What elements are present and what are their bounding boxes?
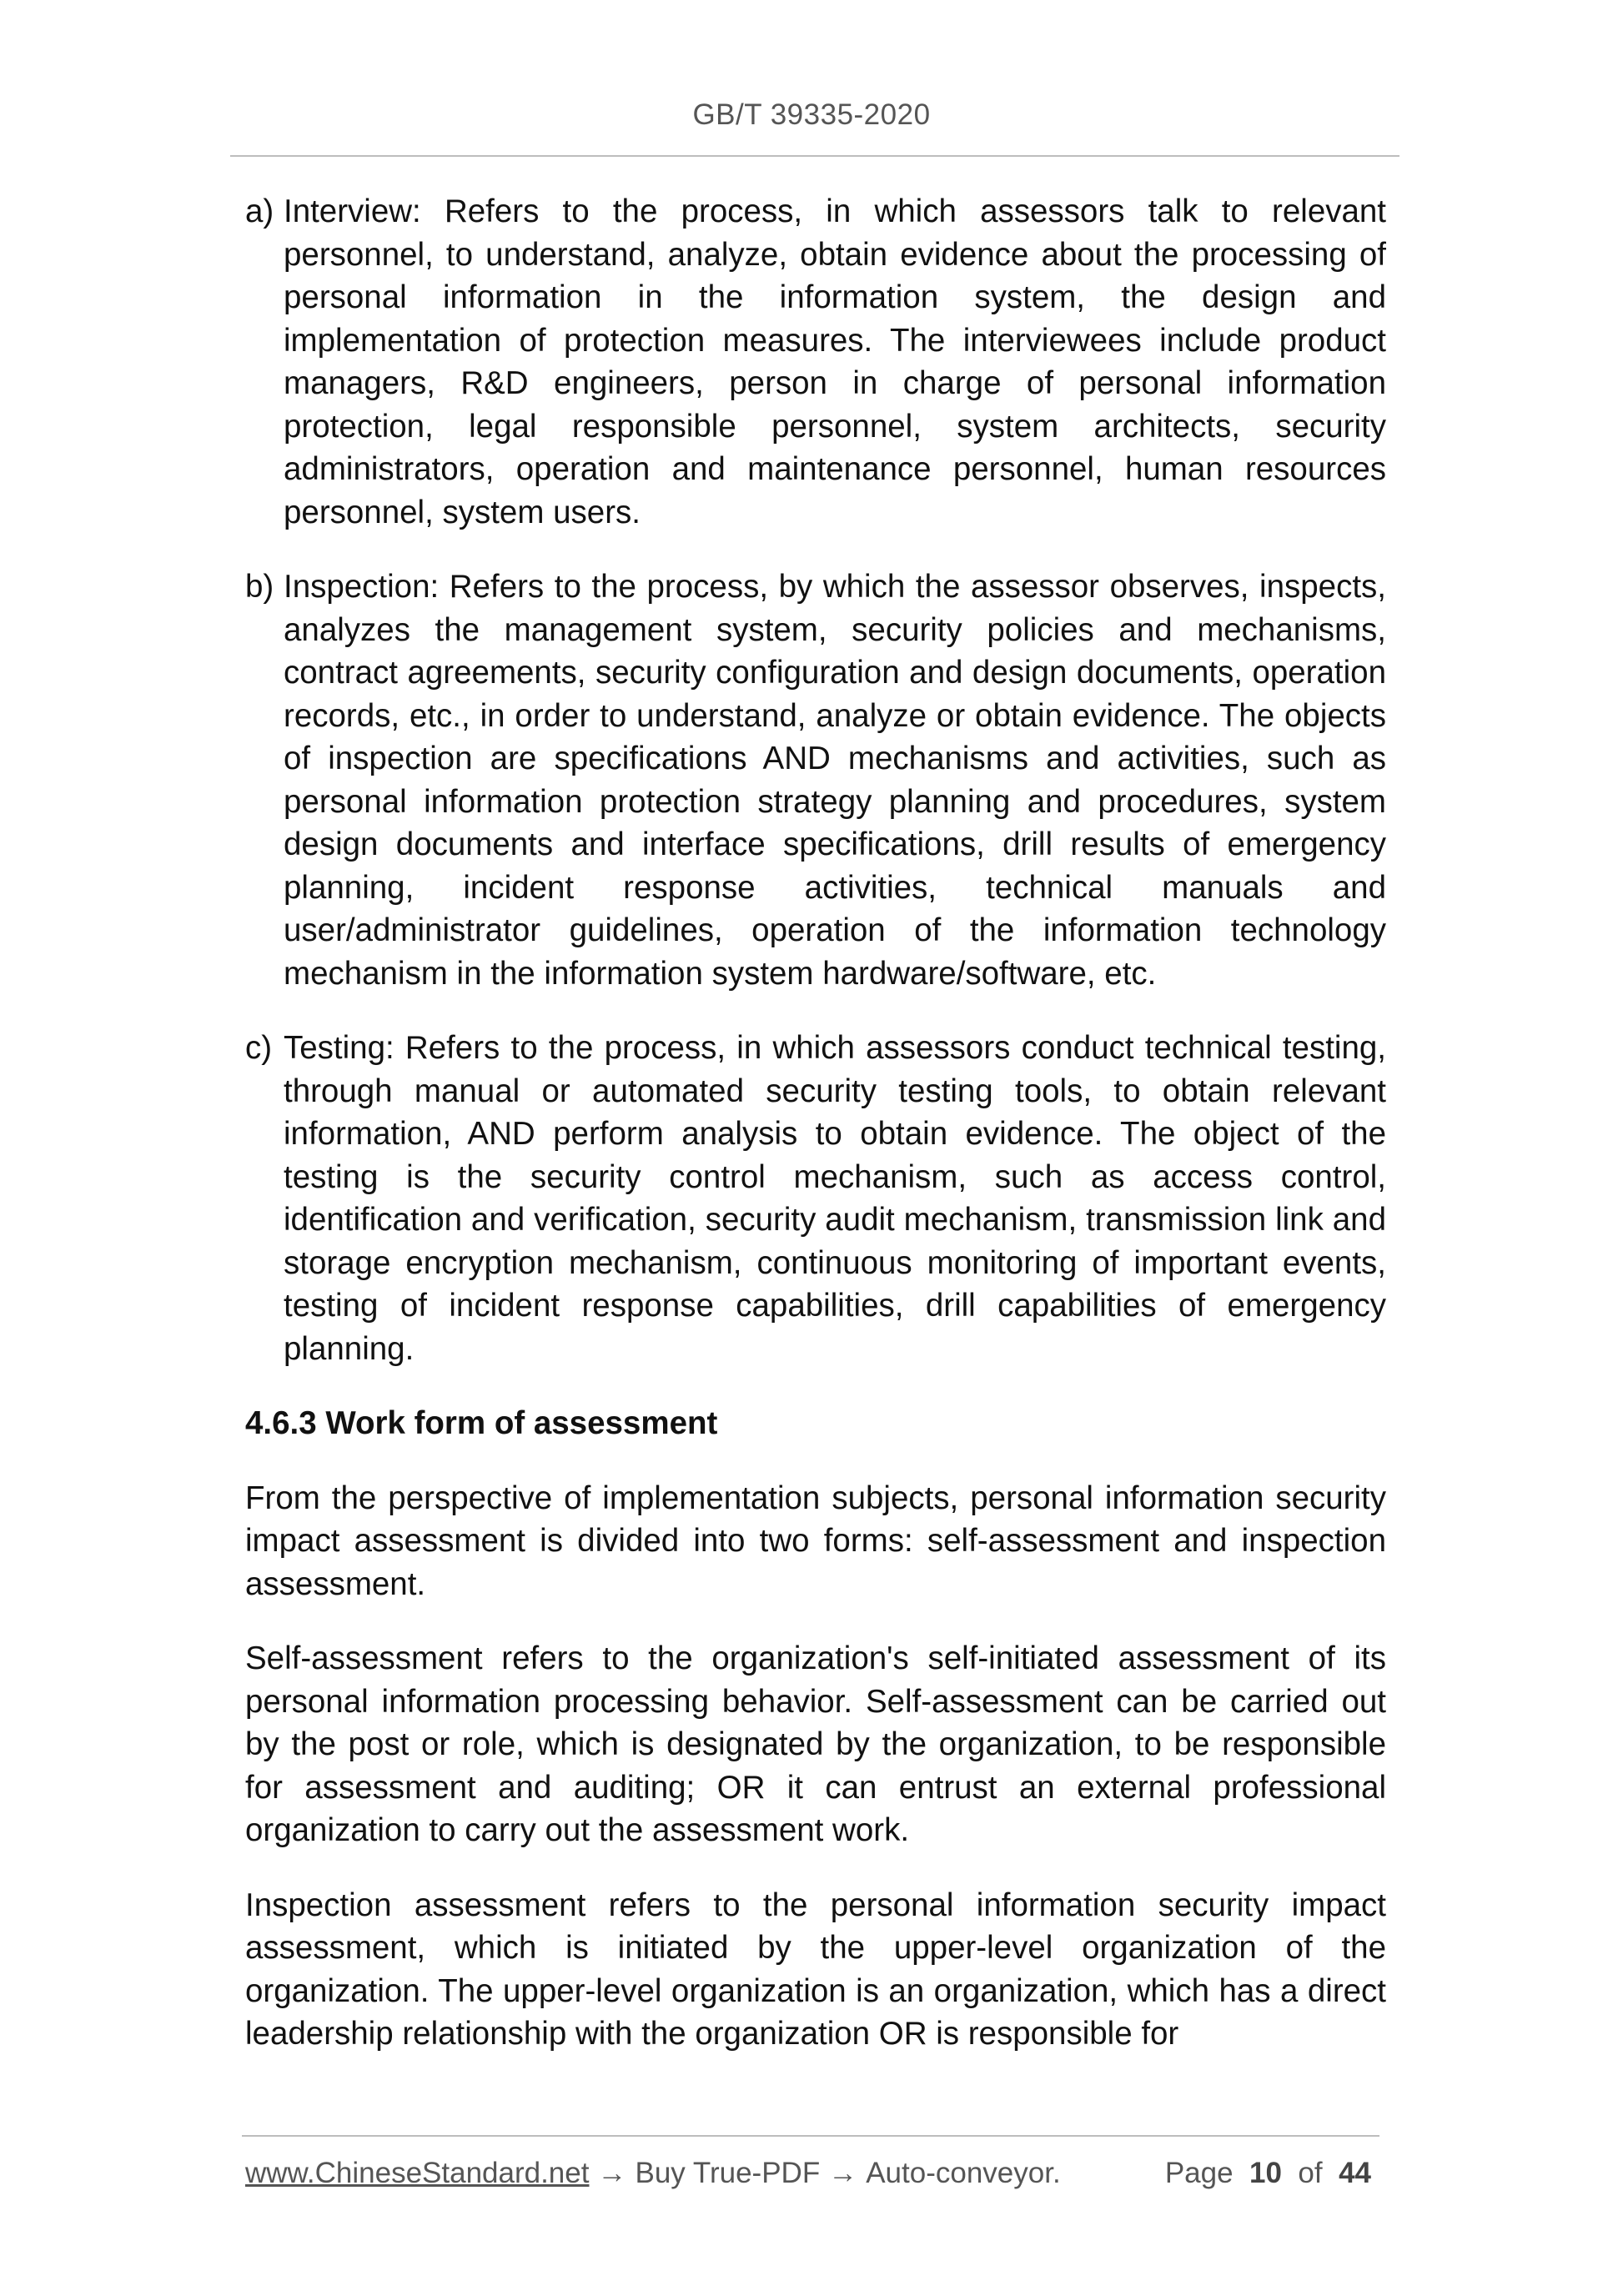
header-divider [230,155,1399,157]
list-item-c [245,1027,1386,1370]
footer-divider [242,2135,1379,2137]
paragraph-self-assessment: Self-assessment refers to the organization's self-initiated assessment of its personal information processing behavior. Self-assessment can be carried out by the post or role, which is designated by the organization, to be responsible for assessment and auditing; OR it can entrust an external professional organization to carry out the assessment work. [245,1640,1386,1848]
footer-step-auto: Auto-conveyor. [866,2157,1061,2189]
footer-step-buy: Buy True-PDF [635,2157,821,2189]
page-total: 44 [1339,2157,1371,2189]
arrow-icon: → [597,2157,627,2189]
page-of-label: of [1298,2157,1323,2189]
arrow-icon: → [828,2157,858,2189]
list-item-a [245,190,1386,534]
list-marker: c) [245,1030,273,1066]
list-item-text: Testing: Refers to the process, in which assessors conduct technical testing, through manual or automated security testing tools, to obtain relevant information, AND perform analysis to obtain evidence. The object of the testing is the security control mechanism, such as access control, identification and verification, security audit mechanism, transmission link and storage encryption mechanism, continuous monitoring of important events, testing of incident response capabilities, drill capabilities of emergency planning. [284,1030,1386,1367]
paragraph-implementation-subjects: From the perspective of implementation subjects, personal information security impact assessment is divided into two forms: self-assessment and inspection assessment. [245,1480,1386,1602]
list-item-text: Interview: Refers to the process, in which assessors talk to relevant personnel, to understand, analyze, obtain evidence about the processing of personal information in the information system, the design and implementation of protection measures. The interviewees include product managers, R&D engineers, person in charge of personal information protection, legal responsible personnel, system architects, security administrators, operation and maintenance personnel, human resources personnel, system users. [284,193,1386,530]
paragraph-inspection-assessment: Inspection assessment refers to the personal information security impact assessment, which is initiated by the upper-level organization of the organization. The upper-level organization is an organization, which has a direct leadership relationship with the organization OR is responsible for [245,1887,1386,2052]
page-label: Page [1164,2157,1234,2189]
page-indicator [1165,2157,1371,2190]
page-footer [245,2157,1379,2190]
list-marker: a) [245,193,274,229]
list-marker: b) [245,569,274,605]
page-current: 10 [1249,2157,1282,2189]
document-body [245,190,1386,2088]
document-header-title: GB/T 39335-2020 [692,98,931,131]
list-item-b [245,565,1386,995]
section-heading: 4.6.3 Work form of assessment [245,1405,718,1441]
website-link[interactable]: www.ChineseStandard.net [245,2157,590,2189]
list-item-text: Inspection: Refers to the process, by which the assessor observes, inspects, analyzes the management system, security policies and mechanisms, contract agreements, security configuration and design documents, operation records, etc., in order to understand, analyze or obtain evidence. The objects of inspection are specifications AND mechanisms and activities, such as personal information protection strategy planning and procedures, system design documents and interface specifications, drill results of emergency planning, incident response activities, technical manuals and user/administrator guidelines, operation of the information technology mechanism in the information system hardware/software, etc. [284,569,1386,992]
